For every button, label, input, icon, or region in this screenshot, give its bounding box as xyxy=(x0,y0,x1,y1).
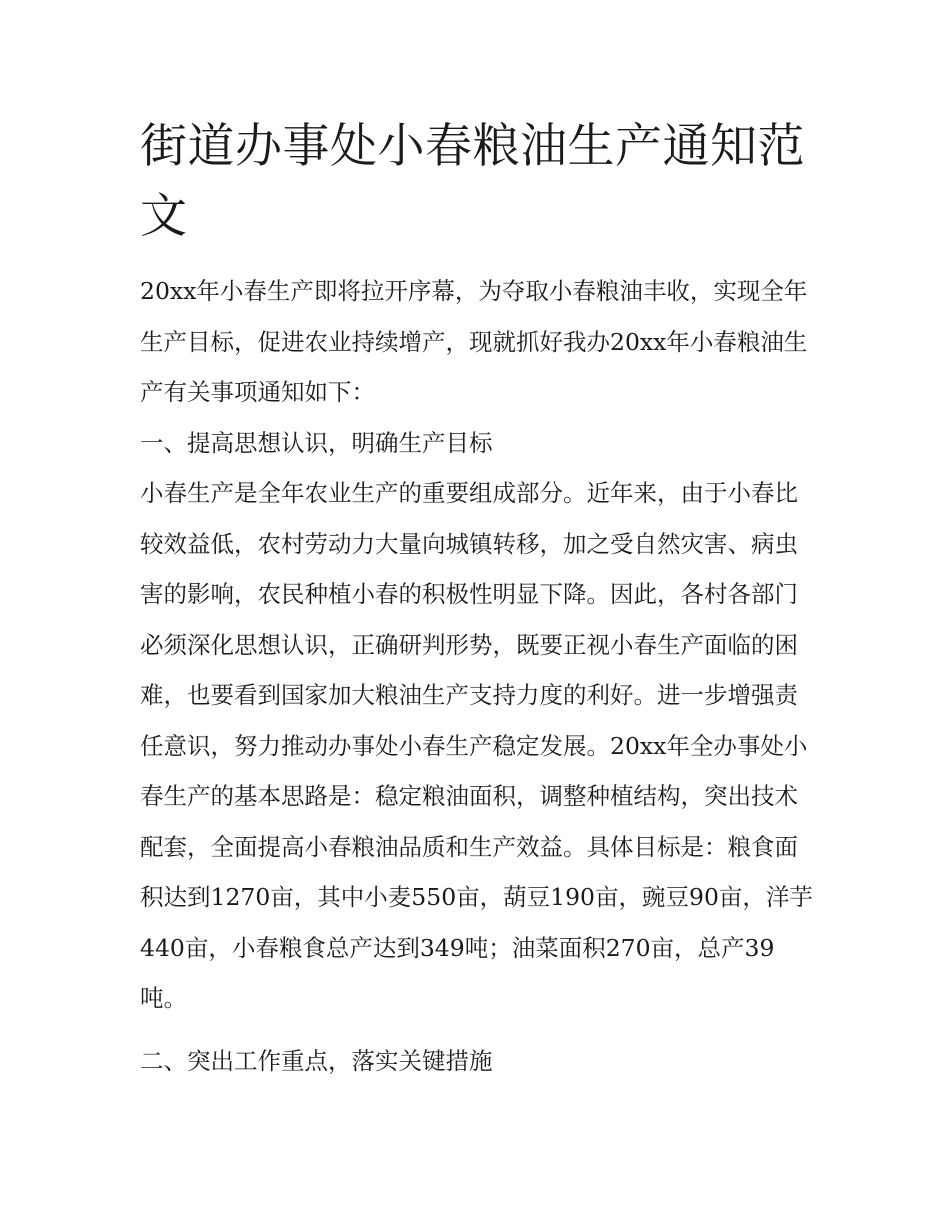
document-page xyxy=(140,112,815,1086)
intro-paragraph: 20xx年小春生产即将拉开序幕，为夺取小春粮油丰收，实现全年生产目标，促进农业持续增产，现就抓好我办20xx年小春粮油生产有关事项通知如下： xyxy=(140,277,808,406)
document-title: 街道办事处小春粮油生产通知范文 xyxy=(140,119,805,244)
section-2-heading: 二、突出工作重点，落实关键措施 xyxy=(140,1046,493,1075)
document-body xyxy=(140,266,815,1086)
paragraph-gap xyxy=(140,1024,815,1036)
section-1-heading: 一、提高思想认识，明确生产目标 xyxy=(140,428,493,457)
section-1-paragraph: 小春生产是全年农业生产的重要组成部分。近年来，由于小春比较效益低，农村劳动力大量向城镇转移，加之受自然灾害、病虫害的影响，农民种植小春的积极性明显下降。因此，各村各部门必须深化思想认识，正确研判形势，既要正视小春生产面临的困难，也要看到国家加大粮油生产支持力度的利好。进一步增强责任意识，努力推动办事处小春生产稳定发展。20xx年全办事处小春生产的基本思路是：稳定粮油面积，调整种植结构，突出技术配套，全面提高小春粮油品质和生产效益。具体目标是：粮食面积达到1270亩，其中小麦550亩，葫豆190亩，豌豆90亩，洋芋440亩，小春粮食总产达到349吨；油菜面积270亩，总产39吨。 xyxy=(140,479,813,1012)
